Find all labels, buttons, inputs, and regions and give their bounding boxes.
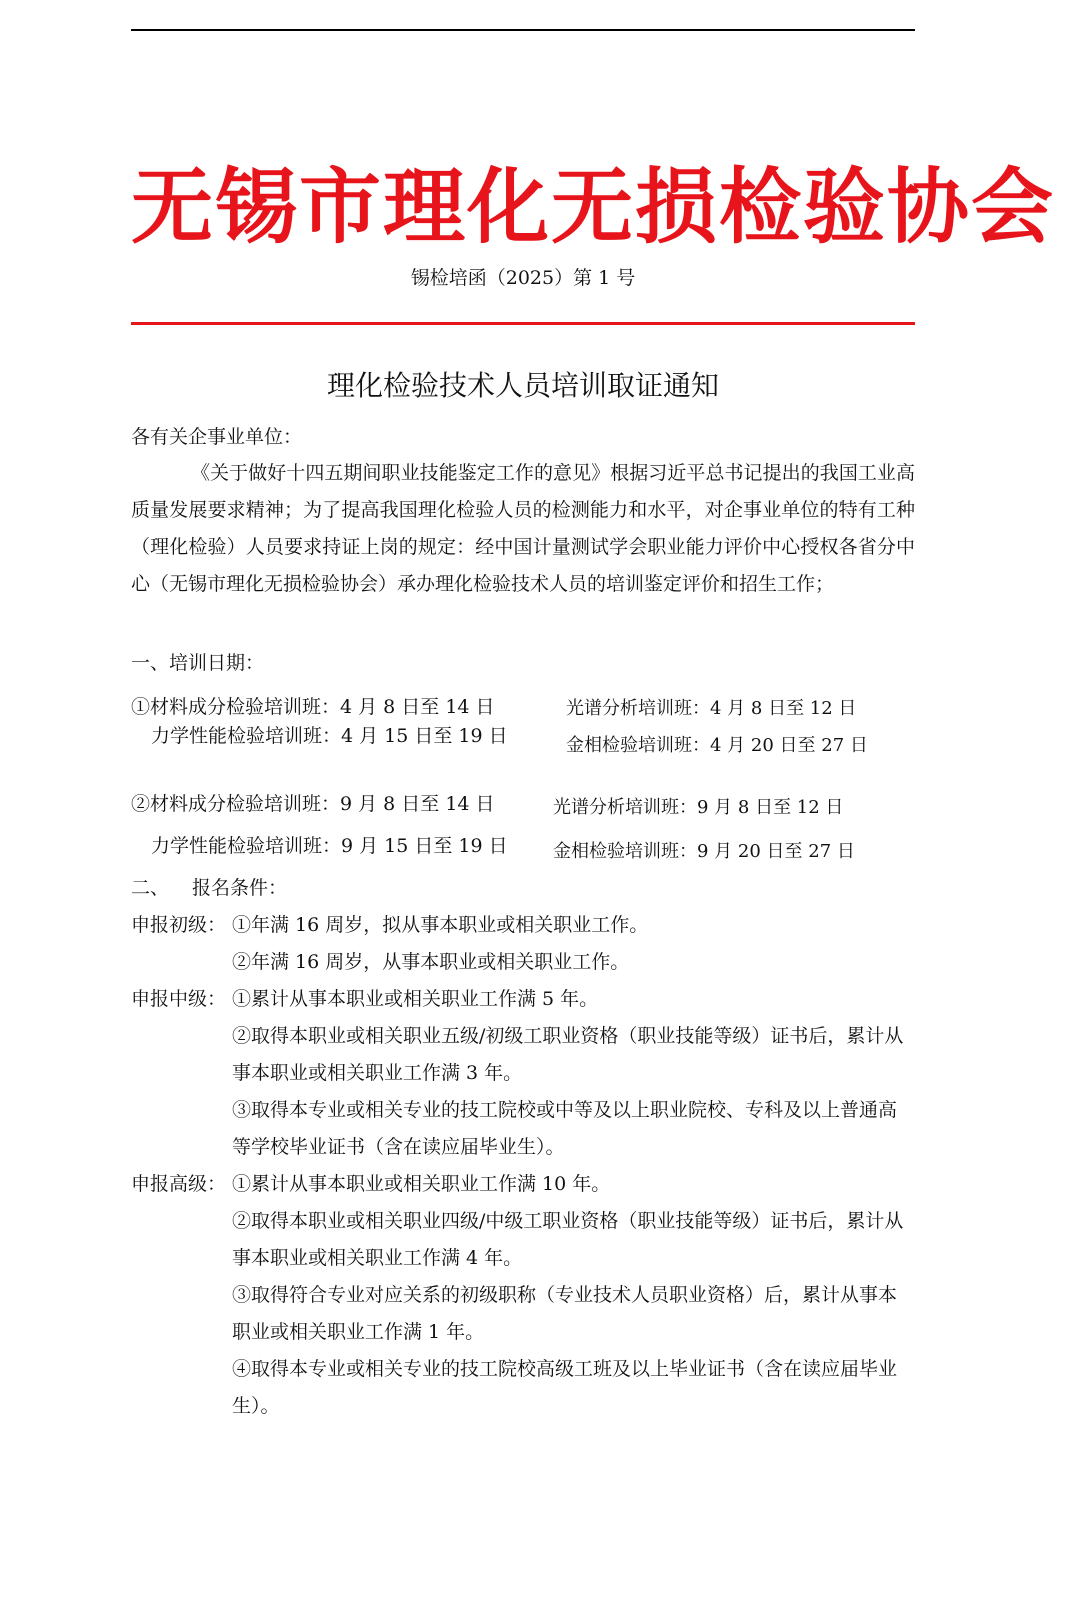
- session1-right-line1: 光谱分析培训班：4 月 8 日至 12 日: [566, 698, 857, 719]
- document-number: 锡检培函（2025）第 1 号: [410, 267, 636, 289]
- section2-heading-text: 报名条件：: [192, 877, 288, 899]
- session2-right-line2: 金相检验培训班：9 月 20 日至 27 日: [553, 841, 855, 862]
- intermediate-item-1: ①累计从事本职业或相关职业工作满 5 年。: [232, 988, 599, 1010]
- salutation: 各有关企事业单位：: [131, 426, 303, 448]
- top-divider: [131, 29, 915, 31]
- senior-label: 申报高级：: [131, 1173, 227, 1195]
- intermediate-item-3: ③取得本专业或相关专业的技工院校或中等及以上职业院校、专科及以上普通高等学校毕业证书（含在读应届毕业生）。: [232, 1099, 898, 1158]
- intermediate-item-2: ②取得本职业或相关职业五级/初级工职业资格（职业技能等级）证书后，累计从事本职业或相关职业工作满 3 年。: [232, 1025, 904, 1084]
- junior-label: 申报初级：: [131, 914, 227, 936]
- organization-title: 无锡市理化无损检验协会: [131, 160, 1056, 255]
- junior-item-2: ②年满 16 周岁，从事本职业或相关职业工作。: [232, 951, 630, 973]
- session1-left-line2: 力学性能检验培训班：4 月 15 日至 19 日: [151, 725, 508, 747]
- red-divider: [131, 322, 915, 325]
- senior-item-1: ①累计从事本职业或相关职业工作满 10 年。: [232, 1173, 611, 1195]
- session2-left-line2: 力学性能检验培训班：9 月 15 日至 19 日: [151, 835, 508, 857]
- intermediate-label: 申报中级：: [131, 988, 227, 1010]
- session1-left-line1: ①材料成分检验培训班：4 月 8 日至 14 日: [131, 696, 495, 718]
- session2-right-line1: 光谱分析培训班：9 月 8 日至 12 日: [553, 797, 844, 818]
- senior-item-3: ③取得符合专业对应关系的初级职称（专业技术人员职业资格）后，累计从事本职业或相关职业工作满 1 年。: [232, 1284, 898, 1343]
- senior-item-2: ②取得本职业或相关职业四级/中级工职业资格（职业技能等级）证书后，累计从事本职业或相关职业工作满 4 年。: [232, 1210, 904, 1269]
- section1-heading: 一、培训日期：: [131, 652, 265, 674]
- junior-item-1: ①年满 16 周岁，拟从事本职业或相关职业工作。: [232, 914, 649, 936]
- notice-title: 理化检验技术人员培训取证通知: [326, 369, 719, 402]
- session2-left-line1: ②材料成分检验培训班：9 月 8 日至 14 日: [131, 793, 495, 815]
- session1-right-line2: 金相检验培训班：4 月 20 日至 27 日: [566, 735, 868, 756]
- intro-paragraph: 《关于做好十四五期间职业技能鉴定工作的意见》根据习近平总书记提出的我国工业高质量发展要求精神；为了提高我国理化检验人员的检测能力和水平，对企事业单位的特有工种（理化检验）人员要求持证上岗的规定：经中国计量测试学会职业能力评价中心授权各省分中心（无锡市理化无损检验协会）承办理化检验技术人员的培训鉴定评价和招生工作；: [131, 462, 915, 595]
- senior-item-4: ④取得本专业或相关专业的技工院校高级工班及以上毕业证书（含在读应届毕业生）。: [232, 1358, 898, 1417]
- section2-heading-number: 二、: [131, 877, 170, 899]
